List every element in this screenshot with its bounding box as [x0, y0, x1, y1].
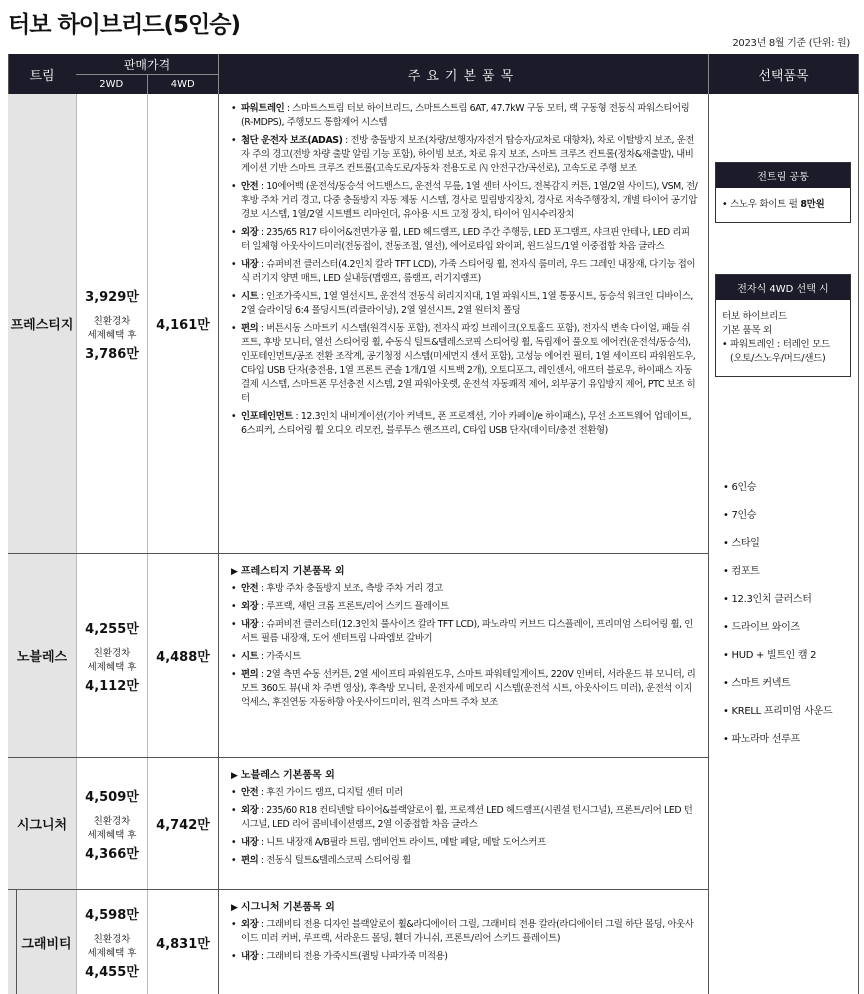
feature-category: 외장 [241, 601, 259, 612]
feature-category: 편의 [241, 323, 259, 334]
feature-detail: : 그래비티 전용 가죽시트(퀼팅 나파가죽 미적용) [258, 951, 448, 962]
bullet-icon: • [231, 227, 237, 238]
price-4wd-value: 4,831만 [147, 890, 218, 994]
feature-category: 인포테인먼트 [241, 411, 293, 422]
feature-detail: : 그래비티 전용 디자인 블랙알로이 휠&라디에이터 그릴, 그래비티 전용 칼라(라디에이터 그릴 하단 몰딩, 아웃사이드 미러 커버, 루프랙, 서라운드 몰딩, 휀더 가니쉬, 프론트/리어 스키드 플레이트) [241, 919, 694, 944]
table-right-border [858, 54, 859, 994]
tax-label-1: 친환경차 [93, 315, 131, 327]
bullet-icon: • [231, 837, 237, 848]
feature-item [231, 918, 698, 946]
triangle-icon: ▶ [231, 771, 238, 781]
bullet-icon: • [231, 919, 237, 930]
feature-detail: : 235/60 R18 컨티넨탈 타이어&블랙알로이 휠, 프로젝션 LED 헤드램프(시퀀셜 턴시그널), 프론트/리어 LED 턴시그널, LED 리어 콤비네이션램프, 2열 이중접합 차음 글라스 [241, 805, 693, 830]
feature-list [218, 758, 708, 889]
feature-category: 편의 [241, 855, 259, 866]
feature-detail: : 12.3인치 내비게이션(기아 커넥트, 폰 프로젝션, 기아 카페이/e 하이패스), 무선 소프트웨어 업데이트, 6스피커, 스티어링 휠 오디오 리모컨, 블루투스 핸즈프리, C타입 USB 단자(데이터/충전 전환형) [241, 411, 692, 436]
trim-row-gravity [8, 890, 708, 994]
header-main-items: 주요기본품목 [218, 54, 708, 94]
tax-label-1: 친환경차 [93, 815, 131, 827]
trim-name: 노블레스 [8, 554, 76, 757]
option-list-item: • 7인승 [723, 510, 757, 521]
feature-detail: : 인조가죽시트, 1열 열선시트, 운전석 전동식 허리지지대, 1열 파워시트, 1열 통풍시트, 동승석 워크인 디바이스, 2열 슬라이딩 6:4 폴딩시트(리클라이닝), 2열 열선시트, 2열 원터치 폴딩 [241, 291, 693, 316]
price-2wd-value: 3,929만 [85, 289, 139, 305]
option-box-body [716, 300, 850, 376]
bullet-icon: • [231, 259, 237, 270]
bullet-icon: • [231, 103, 237, 114]
feature-category: 안전 [241, 181, 259, 192]
bullet-icon: • [231, 291, 237, 302]
feature-detail: : 스마트스트림 터보 하이브리드, 스마트스트림 6AT, 47.7kW 구동 모터, 랙 구동형 전동식 파워스티어링(R-MDPS), 주행모드 통합제어 시스템 [241, 103, 690, 128]
bullet-icon: • [231, 669, 237, 680]
lead-line [231, 898, 698, 913]
feature-detail: : 가죽시트 [258, 651, 301, 662]
lead-text: 프레스티지 기본품목 외 [240, 566, 345, 577]
option-line: • 파워트레인 : 터레인 모드 [722, 339, 830, 350]
header-2wd: 2WD [76, 75, 148, 94]
price-2wd-value: 4,255만 [85, 621, 139, 637]
date-unit-note: 2023년 8월 기준 (단위: 원) [732, 38, 850, 49]
feature-item [231, 950, 698, 964]
feature-item [231, 582, 698, 596]
option-box-4wd [715, 274, 851, 377]
bullet-icon: • [231, 411, 237, 422]
option-list-item: • 스타일 [723, 538, 760, 549]
feature-item [231, 618, 698, 646]
feature-list [218, 94, 708, 553]
bullet-icon: • [231, 601, 237, 612]
option-item-snow-white: • 스노우 화이트 펄 [722, 199, 801, 210]
price-2wd [76, 94, 147, 553]
feature-item [231, 322, 698, 406]
feature-item [231, 600, 698, 614]
feature-category: 외장 [241, 805, 259, 816]
price-2wd [76, 890, 147, 994]
option-list-item: • 파노라마 선루프 [723, 734, 800, 745]
feature-detail: : 루프랙, 새틴 크롬 프론트/리어 스키드 플레이트 [258, 601, 449, 612]
price-4wd-value: 4,161만 [147, 94, 218, 553]
feature-category: 파워트레인 [241, 103, 285, 114]
option-list-item: • 6인승 [723, 482, 757, 493]
feature-detail: : 후방 주차 충돌방지 보조, 측방 주차 거리 경고 [258, 583, 443, 594]
header-price [76, 54, 218, 94]
option-box-title: 전자식 4WD 선택 시 [716, 275, 850, 300]
feature-detail: : 전동식 틸트&텔레스코픽 스티어링 휠 [258, 855, 411, 866]
bullet-icon: • [231, 951, 237, 962]
feature-item [231, 258, 698, 286]
feature-item [231, 854, 698, 868]
feature-category: 내장 [241, 951, 259, 962]
trim-name: 시그니처 [8, 758, 76, 889]
price-2wd-after-tax: 3,786만 [85, 346, 139, 362]
option-line: 기본 품목 외 [722, 325, 772, 336]
option-list-item: • 12.3인치 클러스터 [723, 594, 812, 605]
feature-category: 시트 [241, 651, 259, 662]
feature-item [231, 226, 698, 254]
bullet-icon: • [231, 323, 237, 334]
feature-category: 편의 [241, 669, 259, 680]
header-4wd: 4WD [170, 79, 195, 90]
feature-category: 외장 [241, 227, 259, 238]
option-box-common [715, 162, 851, 223]
tax-label-2: 세제혜택 후 [87, 329, 137, 341]
feature-detail: : 2열 측면 수동 선커튼, 2열 세이프티 파워윈도우, 스마트 파워테일게이트, 220V 인버터, 서라운드 뷰 모니터, 리모트 360도 뷰(내 차 주변 영상), 후측방 모니터, 운전자세 메모리 시스템(운전석 시트, 아웃사이드 미러), 운전석 이지 억세스, 후진연동 자동하향 아웃사이드미러, 원격 스마트 주차 보조 [241, 669, 696, 708]
option-line: (오토/스노우/머드/샌드) [730, 353, 826, 364]
triangle-icon: ▶ [231, 903, 238, 913]
bullet-icon: • [231, 583, 237, 594]
option-list-item: • 컴포트 [723, 566, 760, 577]
option-list-item: • 드라이브 와이즈 [723, 622, 800, 633]
feature-item [231, 180, 698, 222]
option-list-item: • 스마트 커넥트 [723, 678, 791, 689]
bullet-icon: • [231, 787, 237, 798]
bullet-icon: • [231, 855, 237, 866]
tax-label-2: 세제혜택 후 [87, 661, 137, 673]
option-list-item: • HUD + 빌트인 캠 2 [723, 650, 817, 661]
option-box-title: 전트림 공통 [716, 163, 850, 188]
feature-item [231, 410, 698, 438]
tax-label-2: 세제혜택 후 [87, 948, 137, 959]
feature-detail: : 슈퍼비전 클러스터(4.2인치 칼라 TFT LCD), 가죽 스티어링 휠, 전자식 룸미러, 우드 그레인 내장재, 다기능 접이식 러기지 양면 매트, LED 실내등(맵램프, 룸램프, 러기지램프) [241, 259, 696, 284]
price-2wd [76, 758, 147, 889]
option-box-body [716, 188, 850, 222]
price-4wd-value: 4,742만 [147, 758, 218, 889]
options-column [708, 94, 858, 994]
bullet-icon: • [231, 805, 237, 816]
feature-category: 외장 [241, 919, 259, 930]
lead-line [231, 766, 698, 781]
header-options: 선택품목 [708, 54, 858, 94]
price-2wd-after-tax: 4,455만 [85, 965, 139, 980]
page-title: 터보 하이브리드(5인승) [8, 12, 240, 38]
lead-text: 노블레스 기본품목 외 [240, 770, 335, 781]
lead-text: 시그니처 기본품목 외 [240, 902, 335, 913]
feature-item [231, 650, 698, 664]
header-price-label: 판매가격 [76, 54, 218, 75]
feature-category: 시트 [241, 291, 259, 302]
bullet-icon: • [231, 619, 237, 630]
tax-label-1: 친환경차 [93, 934, 131, 945]
bullet-icon: • [231, 135, 237, 146]
price-2wd-after-tax: 4,366만 [85, 846, 139, 862]
feature-category: 안전 [241, 583, 259, 594]
price-4wd-value: 4,488만 [147, 554, 218, 757]
feature-category: 첨단 운전자 보조(ADAS) [241, 135, 343, 146]
feature-item [231, 786, 698, 800]
feature-category: 내장 [241, 837, 259, 848]
bullet-icon: • [231, 181, 237, 192]
feature-detail: : 전방 충돌방지 보조(차량/보행자/자전거 탑승자/교차로 대향차), 차로 이탈방지 보조, 운전자 주의 경고(전방 차량 출발 알림 기능 포함), 하이빔 보조, 차로 유지 보조, 스마트 크루즈 컨트롤(정차&재출발), 내비게이션 기반 스마트 크루즈 컨트롤(고속도로/자동차 전용도로 內 안전구간/곡선로), 고속도로 주행 보조 [241, 135, 695, 174]
feature-item [231, 668, 698, 710]
triangle-icon: ▶ [231, 567, 238, 577]
trim-name: 프레스티지 [8, 94, 76, 553]
tax-label-2: 세제혜택 후 [87, 829, 137, 841]
price-2wd-after-tax: 4,112만 [85, 678, 139, 694]
lead-line [231, 562, 698, 577]
feature-item [231, 836, 698, 850]
trim-row-noblesse [8, 554, 708, 758]
feature-detail: : 235/65 R17 타이어&전면가공 휠, LED 헤드램프, LED 주간 주행등, LED 포그램프, 샤크핀 안테나, LED 리피터 일체형 아웃사이드미러(전동접이, 전동조절, 열선), 에어로타입 와이퍼, 윈드실드/1열 이중접합 차음 글라스 [241, 227, 690, 252]
header-trim: 트림 [8, 54, 76, 94]
option-item-price: 8만원 [800, 199, 825, 210]
trim-name-cell [8, 890, 76, 994]
feature-detail: : 후진 가이드 램프, 디지털 센터 미러 [258, 787, 403, 798]
feature-category: 내장 [241, 619, 259, 630]
trim-row-signature [8, 758, 708, 890]
feature-detail: : 10에어백 (운전석/동승석 어드밴스드, 운전석 무릎, 1열 센터 사이드, 전복감지 커튼, 1열/2열 사이드), VSM, 전/후방 주차 거리 경고, 다중 충돌방지 자동 제동 시스템, 경사로 밀림방지장치, 경사로 저속주행장치, 개별 타이어 공기압 경보 시스템, 1열/2열 시트벨트 리마인더, 유아용 시트 고정 장치, 타이어 임시수리장치 [241, 181, 698, 220]
feature-detail: : 슈퍼비전 클러스터(12.3인치 풀사이즈 칼라 TFT LCD), 파노라믹 커브드 디스플레이, 프리미엄 스티어링 휠, 인서트 필름 내장재, 도어 센터트림 나파엠보 갈바기 [241, 619, 693, 644]
feature-list [218, 554, 708, 757]
price-2wd-value: 4,598만 [85, 908, 139, 923]
feature-list [218, 890, 708, 994]
price-2wd [76, 554, 147, 757]
option-line: 터보 하이브리드 [722, 311, 787, 322]
trim-row-prestige [8, 94, 708, 554]
feature-category: 안전 [241, 787, 259, 798]
bullet-icon: • [231, 651, 237, 662]
feature-item [231, 804, 698, 832]
feature-detail: : 버튼시동 스마트키 시스템(원격시동 포함), 전자식 파킹 브레이크(오토홀드 포함), 전자식 변속 다이얼, 패들 쉬프트, 후방 모니터, 열선 스티어링 휠, 수동식 틸트&텔레스코픽 스티어링 휠, 독립제어 풀오토 에어컨(운전석/동승석), 인포테인먼트/공조 전환 조작계, 공기청정 시스템(미세먼지 센서 포함), 고성능 에어컨 필터, 1열 세이프티 파워윈도우, C타입 USB 단자(충전용, 1열 프론트 콘솔 1개/1열 시트백 2개), 오토디포그, 레인센서, 애프터 블로우, 하이패스 자동결제 시스템, 스마트폰 무선충전 시스템, 2열 파워아웃렛, 운전석 자동쾌적 제어, 외부공기 유입방지 제어, PTC 보조 히터 [241, 323, 696, 404]
price-2wd-value: 4,509만 [85, 789, 139, 805]
feature-item [231, 102, 698, 130]
option-list-item: • KRELL 프리미엄 사운드 [723, 706, 833, 717]
trim-name: 그래비티 [16, 890, 76, 994]
tax-label-1: 친환경차 [93, 647, 131, 659]
feature-item [231, 290, 698, 318]
feature-category: 내장 [241, 259, 259, 270]
feature-item [231, 134, 698, 176]
feature-detail: : 니트 내장재 A/B필라 트림, 앰비언트 라이트, 메탈 페달, 메탈 도어스커프 [258, 837, 546, 848]
